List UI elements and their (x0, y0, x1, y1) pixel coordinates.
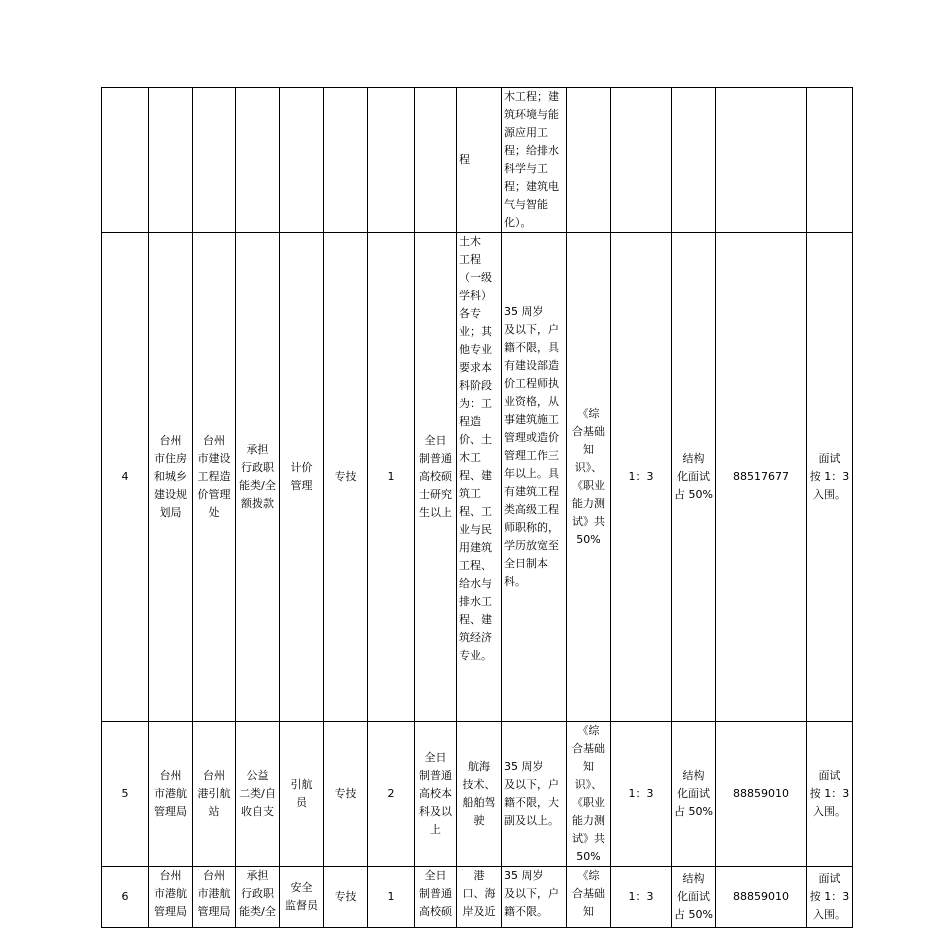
cell-exam (567, 88, 611, 233)
cell-education (415, 88, 457, 233)
cell-major: 土木 工程 （一级 学科） 各专 业；其 他专业 要求本 科阶段 为：工 程造 价、土 木工 程、建 筑工 程、工 业与民 用建筑 工程、 给水与 排水工 程、建 筑经济 专业。 (457, 233, 502, 722)
cell-nature: 公益 二类/自 收自支 (236, 722, 280, 867)
cell-major: 程 (457, 88, 502, 233)
cell-category: 专技 (324, 722, 368, 867)
cell-count: 1 (368, 867, 415, 928)
cell-requirements: 35 周岁 及以下，户 籍不限，具 有建设部造 价工程师执 业资格，从 事建筑施工 管理或造价 管理工作三 年以上。具 有建筑工程 类高级工程 师职称的， 学历放宽至 全日制本 科。 (502, 233, 567, 722)
cell-ratio (611, 88, 672, 233)
cell-no (102, 88, 149, 233)
recruitment-table (101, 87, 853, 928)
cell-post: 引航 员 (280, 722, 324, 867)
cell-requirements: 木工程；建 筑环境与能 源应用工 程；给排水 科学与工 程；建筑电 气与智能 化）。 (502, 88, 567, 233)
cell-remarks: 面试 按 1：3 入围。 (807, 233, 853, 722)
cell-requirements: 35 周岁 及以下，户 籍不限。 (502, 867, 567, 928)
cell-interview (672, 88, 716, 233)
cell-unit: 台州 市建设 工程造 价管理 处 (193, 233, 236, 722)
cell-unit (193, 88, 236, 233)
cell-dept: 台州 市住房 和城乡 建设规 划局 (149, 233, 193, 722)
cell-phone: 88859010 (716, 867, 807, 928)
cell-nature: 承担 行政职 能类/全 (236, 867, 280, 928)
table-row (102, 233, 853, 722)
cell-post: 安全 监督员 (280, 867, 324, 928)
cell-no: 4 (102, 233, 149, 722)
cell-no: 6 (102, 867, 149, 928)
cell-phone (716, 88, 807, 233)
cell-education: 全日 制普通 高校硕 (415, 867, 457, 928)
table-row (102, 88, 853, 233)
cell-ratio: 1：3 (611, 233, 672, 722)
cell-dept (149, 88, 193, 233)
cell-interview: 结构 化面试 占 50% (672, 867, 716, 928)
cell-count: 1 (368, 233, 415, 722)
cell-requirements: 35 周岁 及以下，户 籍不限，大 副及以上。 (502, 722, 567, 867)
cell-post: 计价 管理 (280, 233, 324, 722)
cell-unit: 台州 港引航 站 (193, 722, 236, 867)
cell-exam: 《综 合基础 知 (567, 867, 611, 928)
cell-interview: 结构 化面试 占 50% (672, 233, 716, 722)
table-row (102, 867, 853, 928)
cell-exam: 《综 合基础 知 识》、 《职业 能力测 试》共 50% (567, 722, 611, 867)
cell-category: 专技 (324, 867, 368, 928)
cell-exam: 《综 合基础 知 识》、 《职业 能力测 试》共 50% (567, 233, 611, 722)
cell-interview: 结构 化面试 占 50% (672, 722, 716, 867)
cell-education: 全日 制普通 高校硕 士研究 生以上 (415, 233, 457, 722)
cell-category (324, 88, 368, 233)
cell-major: 航海 技术、 船舶驾 驶 (457, 722, 502, 867)
cell-ratio: 1：3 (611, 867, 672, 928)
cell-unit: 台州 市港航 管理局 (193, 867, 236, 928)
table-row (102, 722, 853, 867)
cell-post (280, 88, 324, 233)
cell-major: 港 口、海 岸及近 (457, 867, 502, 928)
cell-nature: 承担 行政职 能类/全 额拨款 (236, 233, 280, 722)
cell-ratio: 1：3 (611, 722, 672, 867)
cell-remarks: 面试 按 1：3 入围。 (807, 867, 853, 928)
cell-phone: 88517677 (716, 233, 807, 722)
cell-category: 专技 (324, 233, 368, 722)
cell-phone: 88859010 (716, 722, 807, 867)
cell-remarks: 面试 按 1：3 入围。 (807, 722, 853, 867)
cell-remarks (807, 88, 853, 233)
cell-nature (236, 88, 280, 233)
cell-no: 5 (102, 722, 149, 867)
cell-education: 全日 制普通 高校本 科及以 上 (415, 722, 457, 867)
cell-dept: 台州 市港航 管理局 (149, 722, 193, 867)
cell-count (368, 88, 415, 233)
cell-count: 2 (368, 722, 415, 867)
cell-dept: 台州 市港航 管理局 (149, 867, 193, 928)
